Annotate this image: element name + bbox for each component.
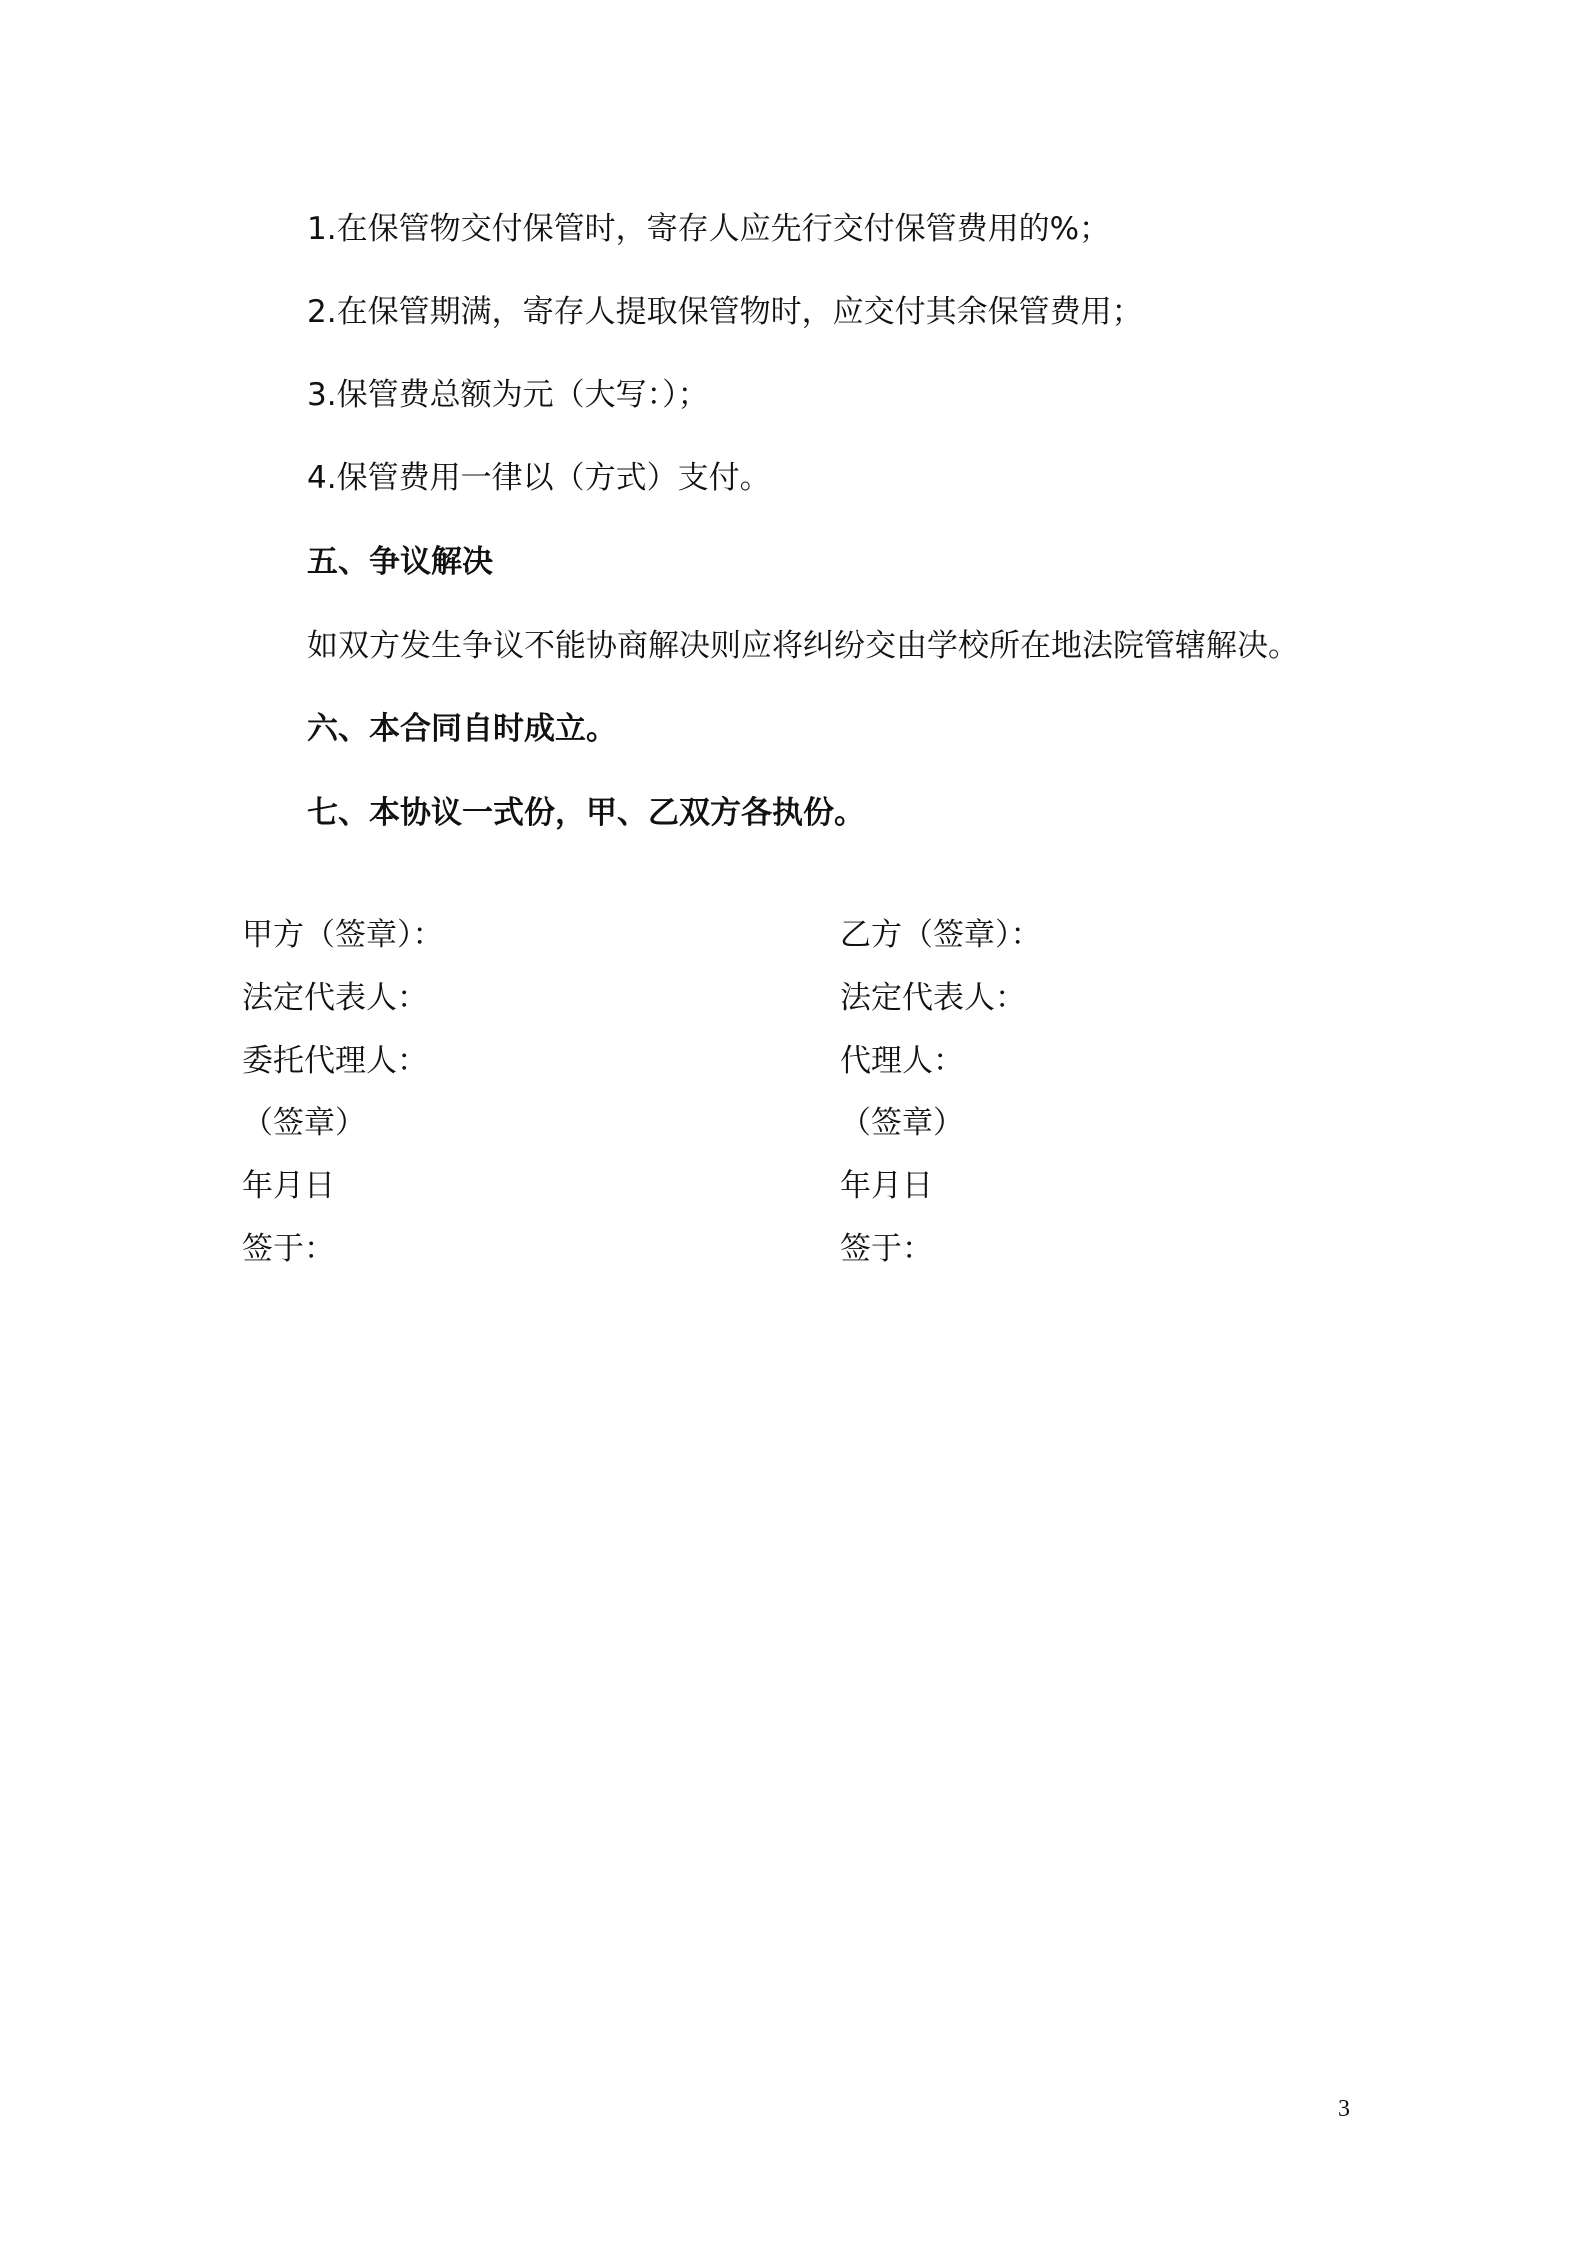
party-b-date: 年月日 xyxy=(840,1168,933,1204)
party-a-date: 年月日 xyxy=(242,1168,335,1204)
party-a-authorized-agent: 委托代理人： xyxy=(242,1043,428,1079)
clause-3: 3.保管费总额为元（大写：）； xyxy=(307,377,709,413)
party-a-seal: （签章） xyxy=(242,1105,366,1141)
party-b-signed-at: 签于： xyxy=(840,1231,933,1267)
section-7: 七、本协议一式份，甲、乙双方各执份。 xyxy=(307,795,865,831)
party-a-signature-label: 甲方（签章）： xyxy=(242,917,444,953)
party-b-seal: （签章） xyxy=(840,1105,964,1141)
section-6: 六、本合同自时成立。 xyxy=(307,711,617,747)
party-b-signature-label: 乙方（签章）： xyxy=(840,917,1042,953)
page-number: 3 xyxy=(1338,2096,1350,2122)
clause-4: 4.保管费用一律以（方式）支付。 xyxy=(307,460,771,496)
party-b-legal-representative: 法定代表人： xyxy=(840,980,1026,1016)
party-a-legal-representative: 法定代表人： xyxy=(242,980,428,1016)
clause-2: 2.在保管期满，寄存人提取保管物时，应交付其余保管费用； xyxy=(307,294,1143,330)
clause-1: 1.在保管物交付保管时，寄存人应先行交付保管费用的%； xyxy=(307,211,1111,247)
party-b-agent: 代理人： xyxy=(840,1043,964,1079)
party-a-signed-at: 签于： xyxy=(242,1231,335,1267)
section-5-text: 如双方发生争议不能协商解决则应将纠纷交由学校所在地法院管辖解决。 xyxy=(307,628,1299,664)
section-5-heading: 五、争议解决 xyxy=(307,544,493,580)
